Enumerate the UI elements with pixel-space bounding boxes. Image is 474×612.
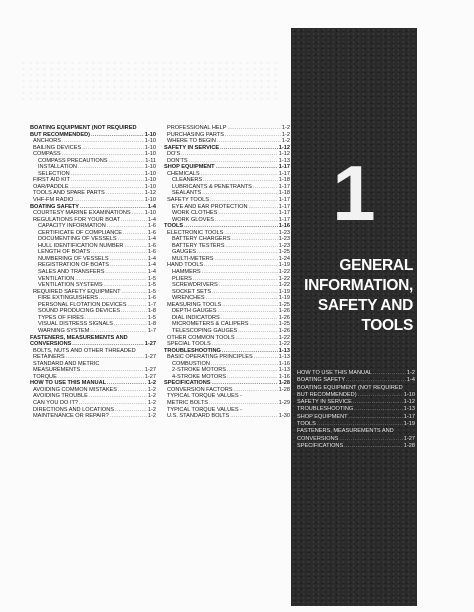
toc-entry-page: 1-26 <box>278 327 290 334</box>
toc-entry-title: FASTENERS, MEASUREMENTS AND <box>30 334 128 341</box>
toc-entry-title: AVOIDING COMMON MISTAKES <box>33 386 118 393</box>
toc-entry-page: 1-6 <box>147 242 156 249</box>
toc-entry-title: DO'S <box>167 151 181 158</box>
toc-entry-page: 1-27 <box>144 341 156 348</box>
toc-entry-page: 1-8 <box>147 308 156 315</box>
toc-entry-page: 1-10 <box>144 138 156 145</box>
dot-leader <box>358 392 403 399</box>
toc-entry-page: 1-28 <box>403 442 415 449</box>
toc-entry-title: TYPES OF FIRES <box>38 314 84 321</box>
toc-entry-page: 1-17 <box>278 216 290 223</box>
toc-entry-page: 1-22 <box>278 282 290 289</box>
toc-entry-page: 1-23 <box>278 242 290 249</box>
toc-entry-title: BOLTS, NUTS AND OTHER THREADED <box>33 347 136 354</box>
chapter-title-line: SAFETY AND <box>317 297 413 314</box>
dot-leader <box>317 421 403 428</box>
toc-entry-page: 1-5 <box>147 282 156 289</box>
toc-entry-page: 1-18 <box>278 177 290 184</box>
toc-entry-page: 1-27 <box>144 354 156 361</box>
toc-entry-page: 1-10 <box>403 391 415 398</box>
toc-entry-title: INSTALLATION <box>38 164 77 171</box>
toc-entry-page: 1-4 <box>147 236 156 243</box>
toc-entry-title: SPECIFICATIONS <box>297 442 344 449</box>
toc-entry-page: 1-8 <box>147 321 156 328</box>
dot-leader <box>344 443 403 450</box>
toc-entry-page: 1-16 <box>278 373 290 380</box>
toc-entry-page: 1-19 <box>278 262 290 269</box>
toc-entry-title: PERSONAL FLOTATION DEVICES <box>38 301 127 308</box>
toc-entry-page: 1-29 <box>278 399 290 406</box>
toc-entry-title: STANDARD AND METRIC <box>33 360 100 367</box>
toc-entry-title: BUT RECOMMENDED) <box>297 391 357 398</box>
toc-entry-title: EYE AND EAR PROTECTION <box>172 203 248 210</box>
toc-entry-title: MEASURING TOOLS <box>167 301 222 308</box>
toc-entry-title: PURCHASING PARTS <box>167 131 224 138</box>
toc-entry-title: MULTI-METERS <box>172 255 214 262</box>
toc-entry-page: 1-4 <box>147 255 156 262</box>
toc-entry-page: 1-7 <box>147 301 156 308</box>
toc-column-left <box>30 125 156 420</box>
toc-entry-title: CLEANERS <box>172 177 203 184</box>
toc-entry-title: OAR/PADDLE <box>33 183 69 190</box>
toc-entry-page: 1-2 <box>281 138 290 145</box>
toc-entry-page: 1-17 <box>278 197 290 204</box>
toc-entry-title: CERTIFICATE OF COMPLIANCE <box>38 229 123 236</box>
toc-entry-page: 1-2 <box>147 393 156 400</box>
chapter-title <box>295 256 413 336</box>
toc-entry-page: 1-17 <box>403 413 415 420</box>
toc-entry-page: 1-17 <box>278 203 290 210</box>
toc-entry-page: 1-6 <box>147 229 156 236</box>
toc-entry-page: 1-13 <box>278 354 290 361</box>
toc-entry-page: 1-16 <box>278 223 290 230</box>
toc-entry-page: 1-2 <box>406 370 415 376</box>
toc-entry-title: TROUBLESHOOTING <box>297 406 354 413</box>
toc-entry-page: 1-2 <box>281 125 290 131</box>
toc-entry-page: 1-12 <box>278 151 290 158</box>
toc-entry-title: DIAL INDICATORS <box>172 314 220 321</box>
dot-leader <box>346 377 406 384</box>
toc-entry-page: 1-17 <box>278 170 290 177</box>
toc-entry <box>30 413 156 420</box>
toc-entry-title: TOOLS <box>164 223 184 230</box>
toc-entry-title: TOOLS <box>297 421 316 428</box>
toc-entry-title: SCREWDRIVERS <box>172 282 218 289</box>
toc-entry-title: SOCKET SETS <box>172 288 212 295</box>
toc-entry-page: 1-13 <box>278 347 290 354</box>
toc-entry-page: 1-2 <box>147 399 156 406</box>
toc-entry-title: SHOP EQUIPMENT <box>297 413 348 420</box>
toc-entry-page: 1-28 <box>278 380 290 387</box>
dot-leader <box>349 414 403 421</box>
toc-entry-page: 1-24 <box>278 255 290 262</box>
toc-entry-page: 1-10 <box>144 210 156 217</box>
toc-entry-title: COMPASS PRECAUTIONS <box>38 157 108 164</box>
toc-entry-title: 2-STROKE MOTORS <box>172 367 226 374</box>
toc-entry-title: PROFESSIONAL HELP <box>167 125 227 131</box>
toc-entry-title: MEASUREMENTS <box>33 367 81 374</box>
toc-entry-title: TORQUE <box>33 373 57 380</box>
toc-entry <box>297 392 415 399</box>
toc-entry-page: 1-13 <box>278 367 290 374</box>
toc-entry-title: REGULATIONS FOR YOUR BOAT <box>33 216 121 223</box>
toc-entry-title: LENGTH OF BOATS <box>38 249 91 256</box>
toc-entry-page: 1-18 <box>278 190 290 197</box>
toc-entry-title: MICROMETERS & CALIPERS <box>172 321 249 328</box>
toc-entry-title: SPECIAL TOOLS <box>167 341 211 348</box>
toc-entry-title: CHEMICALS <box>167 170 200 177</box>
toc-entry-title: BOATING EQUIPMENT (NOT REQUIRED <box>30 125 137 131</box>
toc-entry-page: 1-4 <box>147 203 156 210</box>
toc-entry-title: TYPICAL TORQUE VALUES - <box>167 393 243 400</box>
toc-entry-title: VENTILATION SYSTEMS <box>38 282 103 289</box>
toc-entry-page: 1-2 <box>147 386 156 393</box>
toc-entry-title: LUBRICANTS & PENETRANTS <box>172 183 252 190</box>
toc-entry-page: 1-2 <box>147 380 156 387</box>
toc-entry-page: 1-27 <box>403 435 415 442</box>
toc-entry-title: OTHER COMMON TOOLS <box>167 334 235 341</box>
toc-entry-title: GAUGES <box>172 249 196 256</box>
toc-entry-page: 1-4 <box>147 262 156 269</box>
toc-entry-title: SAFETY TOOLS <box>167 197 209 204</box>
toc-entry-page: 1-10 <box>144 144 156 151</box>
toc-entry-title: BUT RECOMMENDED) <box>30 131 90 138</box>
toc-entry-title: HAMMERS <box>172 269 201 276</box>
toc-entry-page: 1-10 <box>144 197 156 204</box>
chapter-title-line: GENERAL <box>339 257 413 274</box>
toc-entry-page: 1-27 <box>144 373 156 380</box>
toc-entry-title: REGISTRATION OF BOATS <box>38 262 109 269</box>
toc-entry-page: 1-4 <box>147 216 156 223</box>
toc-entry-title: 4-STROKE MOTORS <box>172 373 226 380</box>
toc-entry-title: COMBUSTION <box>172 360 210 367</box>
toc-entry <box>297 406 415 413</box>
toc-entry <box>297 436 415 443</box>
toc-entry-page: 1-12 <box>278 144 290 151</box>
toc-entry <box>164 413 290 420</box>
toc-entry-title: SELECTION <box>38 170 70 177</box>
toc-entry-page: 1-5 <box>147 288 156 295</box>
toc-entry <box>297 399 415 406</box>
toc-entry-title: REQUIRED SAFETY EQUIPMENT <box>33 288 121 295</box>
toc-entry-title: FIRE EXTINGUISHERS <box>38 295 98 302</box>
toc-entry-title: SALES AND TRANSFERS <box>38 269 105 276</box>
dot-leader <box>230 413 278 420</box>
toc-entry <box>297 421 415 428</box>
toc-entry-title: DIRECTIONS AND LOCATIONS <box>33 406 115 413</box>
toc-entry <box>297 377 415 384</box>
dot-leader <box>373 370 406 377</box>
toc-entry-title: BOATING SAFETY <box>30 203 79 210</box>
toc-entry-title: ANCHORS <box>33 138 61 145</box>
toc-entry-page: 1-17 <box>278 210 290 217</box>
toc-column-middle <box>164 125 290 420</box>
toc-entry-page: 1-23 <box>278 236 290 243</box>
toc-entry-title: HOW TO USE THIS MANUAL <box>30 380 107 387</box>
toc-entry-title: WORK GLOVES <box>172 216 214 223</box>
toc-entry-page: 1-6 <box>147 249 156 256</box>
toc-entry-title: BASIC OPERATING PRINCIPLES <box>167 354 253 361</box>
toc-entry-page: 1-5 <box>147 314 156 321</box>
toc-entry-page: 1-19 <box>403 421 415 428</box>
toc-entry-title: CONVERSIONS <box>297 435 339 442</box>
toc-entry-title: BOATING SAFETY <box>297 377 346 384</box>
chapter-title-line: TOOLS <box>361 317 413 334</box>
toc-entry-page: 1-25 <box>278 249 290 256</box>
toc-entry-page: 1-23 <box>278 229 290 236</box>
toc-entry-page: 1-10 <box>144 170 156 177</box>
toc-entry-title: SAFETY IN SERVICE <box>297 399 352 406</box>
toc-entry-title: WRENCHES <box>172 295 205 302</box>
toc-entry-page: 1-6 <box>147 223 156 230</box>
toc-entry-page: 1-7 <box>147 327 156 334</box>
toc-entry-page: 1-30 <box>278 413 290 420</box>
toc-entry-page: 1-17 <box>278 183 290 190</box>
toc-entry-title: U.S. STANDARD BOLTS <box>167 413 230 420</box>
toc-entry-title: SOUND PRODUCING DEVICES <box>38 308 121 315</box>
toc-entry-page: 1-2 <box>281 131 290 138</box>
toc-entry-title: CONVERSIONS <box>30 341 72 348</box>
toc-entry-page: 1-17 <box>278 164 290 171</box>
toc-entry-title: MAINTENANCE OR REPAIR? <box>33 413 109 420</box>
toc-entry-title: NUMBERING OF VESSELS <box>38 255 109 262</box>
toc-entry-page: 1-4 <box>147 269 156 276</box>
toc-entry-title: TROUBLESHOOTING <box>164 347 221 354</box>
toc-entry-page: 1-26 <box>278 308 290 315</box>
toc-entry-page: 1-10 <box>144 183 156 190</box>
toc-entry-title: DEPTH GAUGES <box>172 308 217 315</box>
toc-entry-title: PLIERS <box>172 275 192 282</box>
toc-entry-title: WARNING SYSTEM <box>38 327 90 334</box>
toc-entry-page: 1-22 <box>278 341 290 348</box>
toc-entry-title: FIRST AID KIT <box>33 177 70 184</box>
toc-entry-title: METRIC BOLTS <box>167 399 208 406</box>
toc-entry-title: CAN YOU DO IT? <box>33 399 78 406</box>
toc-entry-page: 1-22 <box>278 334 290 341</box>
toc-entry-title: SAFETY IN SERVICE <box>164 144 220 151</box>
toc-entry-title: SPECIFICATIONS <box>164 380 211 387</box>
dot-leader <box>339 436 402 443</box>
toc-entry-title: FASTENERS, MEASUREMENTS AND <box>297 428 394 435</box>
toc-entry-title: ELECTRONIC TOOLS <box>167 229 224 236</box>
toc-entry-page: 1-10 <box>144 151 156 158</box>
toc-entry-page: 1-11 <box>145 157 156 164</box>
toc-entry-title: TYPICAL TORQUE VALUES - <box>167 406 243 413</box>
toc-entry-page: 1-28 <box>278 386 290 393</box>
toc-entry-title: RETAINERS <box>33 354 65 361</box>
toc-entry-page: 1-25 <box>278 301 290 308</box>
toc-entry-page: 1-26 <box>278 314 290 321</box>
toc-entry-title: BAILING DEVICES <box>33 144 82 151</box>
chapter-number: 1 <box>332 149 376 237</box>
toc-entry-title: VENTILATION <box>38 275 75 282</box>
toc-entry-page: 1-10 <box>144 177 156 184</box>
toc-entry-title: DON'TS <box>167 157 188 164</box>
toc-entry-page: 1-2 <box>147 413 156 420</box>
toc-entry-page: 1-4 <box>406 377 415 384</box>
toc-entry-title: HULL IDENTIFICATION NUMBER <box>38 242 124 249</box>
toc-entry-title: BATTERY CHARGERS <box>172 236 231 243</box>
toc-entry-page: 1-12 <box>144 190 156 197</box>
toc-entry-title: DOCUMENTING OF VESSELS <box>38 236 117 243</box>
dot-leader <box>353 399 403 406</box>
toc-entry-page: 1-19 <box>278 288 290 295</box>
toc-entry-page: 1-6 <box>147 295 156 302</box>
toc-entry-title: TOOLS AND SPARE PARTS <box>33 190 105 197</box>
toc-entry-title: CAPACITY INFORMATION <box>38 223 106 230</box>
toc-entry-title: VHF-FM RADIO <box>33 197 74 204</box>
toc-entry-title: WORK CLOTHES <box>172 210 218 217</box>
toc-entry-page: 1-13 <box>403 406 415 413</box>
toc-entry-page: 1-22 <box>278 269 290 276</box>
sidebar-toc <box>297 370 415 450</box>
toc-entry-title: SHOP EQUIPMENT <box>164 164 215 171</box>
toc-entry <box>297 370 415 377</box>
toc-entry-page: 1-10 <box>144 164 156 171</box>
toc-entry-page: 1-2 <box>147 406 156 413</box>
scan-noise <box>20 60 280 100</box>
toc-entry-title: COMPASS <box>33 151 61 158</box>
toc-entry-page: 1-16 <box>278 360 290 367</box>
chapter-sidebar <box>291 28 417 606</box>
toc-entry-title: VISUAL DISTRESS SIGNALS <box>38 321 114 328</box>
toc-entry-page: 1-12 <box>403 399 415 406</box>
toc-entry-page: 1-22 <box>278 275 290 282</box>
toc-entry <box>297 414 415 421</box>
toc-entry <box>297 443 415 450</box>
dot-leader <box>354 406 403 413</box>
toc-entry <box>297 428 415 435</box>
toc-entry-title: CONVERSION FACTORS <box>167 386 233 393</box>
toc-entry-title: BATTERY TESTERS <box>172 242 225 249</box>
toc-entry-page: 1-19 <box>278 295 290 302</box>
toc-entry-title: SEALANTS <box>172 190 202 197</box>
dot-leader <box>110 413 147 420</box>
toc-entry-title: BOATING EQUIPMENT (NOT REQUIRED <box>297 384 403 391</box>
toc-entry-page: 1-10 <box>144 131 156 138</box>
toc-entry-title: HOW TO USE THIS MANUAL <box>297 370 372 376</box>
toc-entry-title: AVOIDING TROUBLE <box>33 393 88 400</box>
toc-entry-title: HAND TOOLS <box>167 262 204 269</box>
chapter-title-line: INFORMATION, <box>304 277 413 294</box>
toc-entry-page: 1-25 <box>278 321 290 328</box>
toc-entry-page: 1-5 <box>147 275 156 282</box>
toc-entry-title: WHERE TO BEGIN <box>167 138 216 145</box>
toc-entry <box>297 385 415 392</box>
toc-entry-title: COURTESY MARINE EXAMINATIONS <box>33 210 131 217</box>
toc-entry-page: 1-27 <box>144 367 156 374</box>
toc-entry-page: 1-13 <box>278 157 290 164</box>
toc-entry-title: TELESCOPING GAUGES <box>172 327 238 334</box>
